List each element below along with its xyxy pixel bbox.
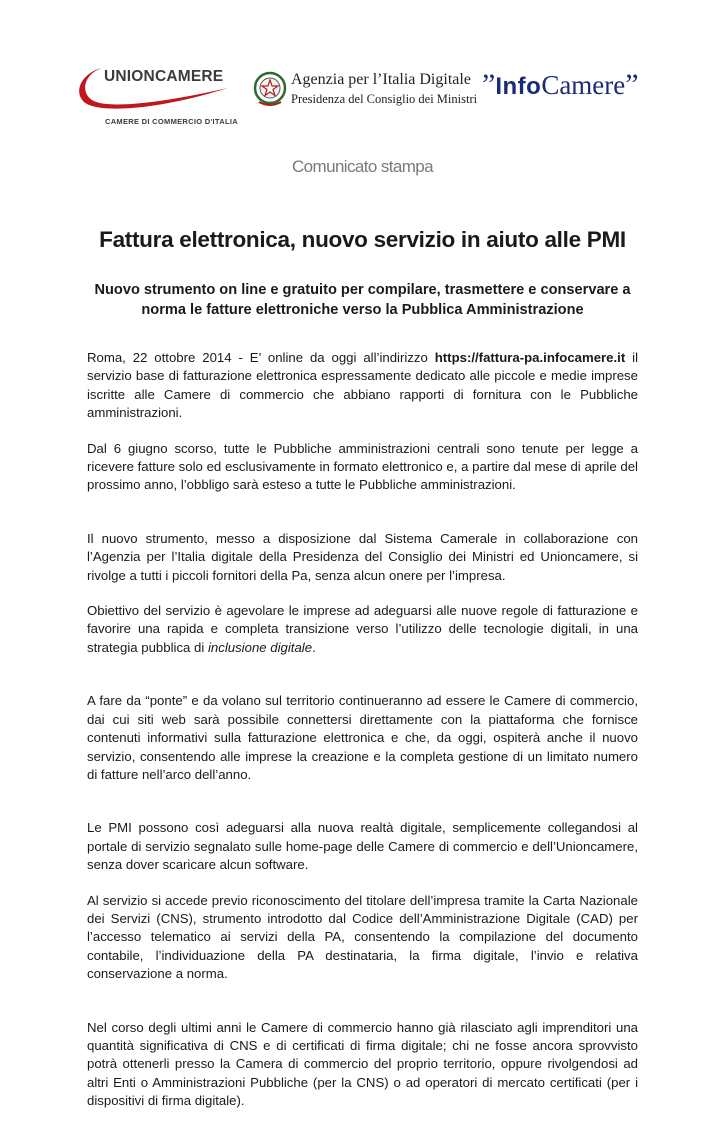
objective-text: Obiettivo del servizio è agevolare le imprese ad adeguarsi alle nuove regole di fatturazione e favorire una rapida e completa transizione verso l’utilizzo delle tecnologie digitali, in una strategia pubblica di (87, 603, 638, 655)
service-link[interactable]: https://fattura-pa.infocamere.it (434, 350, 626, 365)
paragraph-tool: Il nuovo strumento, messo a disposizione dal Sistema Camerale in collaborazione con l’Agenzia per l’Italia digitale della Presidenza del Consiglio dei Ministri ed Unioncamere, si rivolge a tutti i piccoli fornitori della Pa, senza alcun onere per l’impresa. (87, 530, 638, 583)
objective-italic: inclusione digitale (207, 639, 313, 655)
paragraph-access: Al servizio si accede previo riconoscimento del titolare dell’impresa tramite la Carta Nazionale dei Servizi (CNS), strumento introdotto dal Codice dell’Amministrazione Digitale (CAD) per l’accesso telematico ai servizi della PA, consentendo la compilazione del documento contabile, l’individuazione della PA destinataria, la firma digitale, l’invio e relativa conservazione a norma. (87, 892, 638, 982)
agid-logo (253, 70, 478, 115)
page-title: Fattura elettronica, nuovo servizio in aiuto alle PMI (99, 227, 626, 252)
paragraph-objective (87, 602, 638, 657)
infocamere-quote-close: ” (625, 68, 639, 101)
paragraph-law: Dal 6 giugno scorso, tutte le Pubbliche amministrazioni centrali sono tenute per legge a ricevere fatture solo ed esclusivamente in formato elettronico e, a partire dal mese di aprile del prossimo anno, l’obbligo sarà esteso a tutte le Pubbliche amministrazioni. (87, 440, 638, 493)
infocamere-quote-open: ” (482, 68, 496, 101)
unioncamere-logo (78, 62, 238, 132)
italian-republic-emblem-icon (253, 70, 287, 108)
intro-text-cont: il servizio base di fatturazione elettronica espressamente dedicato alle piccole e medie imprese iscritte alle Camere di commercio che abbiano rapporti di fornitura con le Pubbliche amministrazioni. (87, 350, 638, 421)
infocamere-info: Info (495, 73, 542, 100)
unioncamere-name: UNIONCAMERE (104, 68, 224, 85)
article-body (87, 349, 638, 1128)
paragraph-pmi: Le PMI possono così adeguarsi alla nuova realtà digitale, semplicemente collegandosi al portale di servizio segnalato sulle home-page delle Camere di commercio e dell’Unioncamere, senza dover scaricare alcun software. (87, 820, 638, 873)
objective-end: . (312, 639, 316, 655)
page-subtitle: Nuovo strumento on line e gratuito per compilare, trasmettere e conservare a norma le fatture elettroniche verso la Pubblica Amministrazione (94, 282, 631, 318)
paragraph-cns: Nel corso degli ultimi anni le Camere di commercio hanno già rilasciato agli imprenditori una quantità significativa di CNS e di certificati di firma digitale; chi ne fosse ancora sprovvisto potrà ottenerli presso la Camera di commercio del proprio territorio, oppure rivolgendosi ad altri Enti o Amministrazioni Pubbliche (per la CNS) o ad operatori di mercato certificati (per i dispositivi di firma digitale). (87, 1019, 638, 1109)
intro-text: Roma, 22 ottobre 2014 - E’ online da oggi all’indirizzo (87, 350, 435, 365)
unioncamere-subtitle: CAMERE DI COMMERCIO D'ITALIA (105, 117, 238, 126)
paragraph-intro (87, 349, 638, 423)
press-release-label: Comunicato stampa (292, 157, 433, 176)
logo-bar (78, 62, 658, 132)
infocamere-logo (482, 68, 639, 102)
paragraph-bridge: A fare da “ponte” e da volano sul territorio continueranno ad essere le Camere di commercio, dai cui siti web sarà possibile connettersi direttamente con la piattaforma che fornisce contenuti informativi sulla fatturazione elettronica e che, da oggi, ospiterà anche il nuovo servizio, consentendo alle imprese la creazione e la completa gestione di un limitato numero di fatture nell’arco dell’anno. (87, 693, 638, 782)
agid-title: Agenzia per l’Italia Digitale (291, 71, 471, 88)
infocamere-camere: Camere (541, 70, 626, 100)
agid-subtitle: Presidenza del Consiglio dei Ministri (291, 92, 478, 106)
